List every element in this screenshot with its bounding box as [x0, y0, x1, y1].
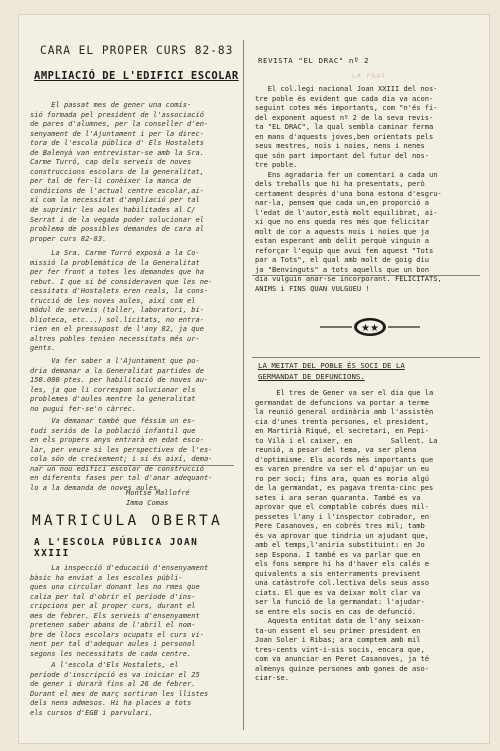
matricula-subtitle: A L'ESCOLA PÚBLICA JOAN XXIII [34, 537, 199, 559]
stars-emblem-icon [320, 314, 420, 340]
svg-text:★★: ★★ [361, 323, 379, 334]
matricula-paragraph: A l'escola d'Els Hostalets, el període d'inscripció es va iniciar el 25 de gener i durarà fins al 26 de febrer. Durant el mes de març sortiran les llistes dels nens admesos. Hi ha places a tots els cursos d'EGB i parvulari. [30, 660, 209, 717]
revista-paragraph: El col.legi nacional Joan XXIII del nos- tre poble és evident que cada dia va acon- seguint cotes més importants, com "n'és fi- del exponent aquest nº 2 de la seva revis- ta "EL DRAC", la qual sembla caminar ferma en mans d'aquests joves,ben orientats pels seus mestres, nois i noies, nens i nenes que són part important del futur del nos- tre poble. Ens agradaria fer un comentari a cada un dels treballs que hi ha presentats, però certament desprès d'una bona estona d'esgru- nar-la, pensem que cada un,en proporció a l'edat de l'autor,està molt equilibrat, ai- xí que no ens queda res més que felicitar molt de cor a aquests nois i noies que ja estan esperant amb delit perquè vinguin a reforçar l'equip que avui fem aquest "Tots par a Tots", el qual amb molt de goig diu ja "Benvinguts" a tots aquells que un bon dia vulguin anar-se incorporant. FELICITATS, ANIMS i FINS QUAN VULGUEU ! [255, 84, 442, 293]
matricula-title: MATRICULA OBERTA [32, 513, 223, 529]
matricula-paragraph: La inspecció d'educació d'ensenyament bàsic ha enviat a les escoles públi- ques una circular donant les no rmes que calia per tal d'obrir el període d'ins- cripcions per al proper curs, durant el mes de febrer. Els serveis d'ensenyament pretenen saber abans de l'abril el nom- bre de llocs escolars ocupats el curs vi- nent per tal d'adequar aules i personal segons les necessitats de cada centre. [30, 563, 209, 658]
author-signature: Montse Mallofré [126, 488, 190, 497]
column-divider [243, 40, 244, 730]
section-divider-right-bottom [252, 357, 480, 358]
author-signature: Imma Comas [126, 498, 169, 507]
article-paragraph: Va demanar també que féssim un es- tudi seriós de la població infantil que en els propers anys entrarà en edat esco- lar, per veure si les perspectives de l'es- cola són de creixement; i si és així, dema- nar un nou edifici escolar de construcció en diferents fases per tal d'anar adequant- lo a la demanda de noves aules. [30, 416, 213, 492]
article-paragraph: La Sra. Carme Turró exposà a la Co- missió la problemàtica de la Generalitat per fer front a totes les demandes que ha rebut. I que si bé consideraven que les ne- cessitats d'Hostalets eren reals, la cons- trucció de les noves aules, així com el mòdul de serveis (taller, laboratori, bi- blioteca, etc...) sol.licitats, no entra- rien en el pressupost de l'any 82, ja que altres pobles tenien necessitats més ur- gents. [30, 248, 213, 353]
article-heading: CARA EL PROPER CURS 82-83 [40, 44, 234, 57]
revista-header: REVISTA "EL DRAC" nº 2 [258, 56, 370, 65]
section-title: LA MEITAT DEL POBLE ÉS SOCI DE LA GERMANDAT DE DEFUNCIONS. [258, 361, 405, 381]
section-paragraph: El tres de Gener va ser el dia que la germandat de defuncions va portar a terme la reunió general ordinària amb l'assistèn cia d'unes trenta persones, el president, en Martirià Riqué, el secretari, en Pepi- to Vilà i el caixer, en Sallent. La reunió, a pesar del tema, va ser plena d'optimisme. Els acords més importants que es varen prendre va ser el d'apujar un eu ro per soci; fins ara, quan es moria algú de la germandat, es pagava trenta-cinc pes setes i ara seran quaranta. També es va aprovar que el comptable cobrés dues mil- pessetes l'any i l'inspector cobrador, en Pere Casanoves, en cobrés tres mil; tamb és va aprovar que tindria un ajudant que, amb el temps,l'aniria substituint: en Jo sep Espona. I també es va parlar que en els fons sempre hi ha d'haver els calés e quivalents a sis enterraments previsent una catàstrofe col.lectiva dels seus asso ciats. El que es va deixar molt clar va ser la funció de la germandat: l'ajudar- se entre els socis en cas de defunció. Aquesta entitat data de l'any seixan- ta-un essent el seu primer president en Joan Soler i Ribas; ara comptem amb mil tres-cents vint-i-sis socis, encara que, com va anunciar en Peret Casanoves, ja té almenys quinze persones amb ganes de aso- ciar-se. [255, 388, 438, 682]
article-paragraph: Va fer saber a l'Ajuntament que po- dria demanar a la Generalitat partides de 150.000 ptes. per habilitació de noves au- les, ja que li correspon solucionar els problemes d'aules mentre la generalitat no pugui fer-se'n càrrec. [30, 356, 209, 413]
article-subheading: AMPLIACIÓ DE L'EDIFICI ESCOLAR [34, 70, 239, 82]
article-paragraph: El passat mes de gener una comis- sió formada pel president de l'associació de pares d'alumnes, per la conseller d'en- senyament de l'Ajuntament i per la direc- tora de l'escola pública d' Els Hostalets de Balenyà van entrevistar-se amb la Sra. Carme Turró, cap dels serveis de noves construccions escolars de la generalitat, per tal de fer-li conèixer la manca de condicions de l'actual centre escolar,ai- xí com la necessitat d'ampliació per tal de suprimir les aules habilitades al C/ Serrat i de la vegada poder solucionar el problema de possibles demandes de cara al proper curs 82-83. [30, 100, 209, 243]
faded-header: LA PRAT [352, 72, 387, 80]
